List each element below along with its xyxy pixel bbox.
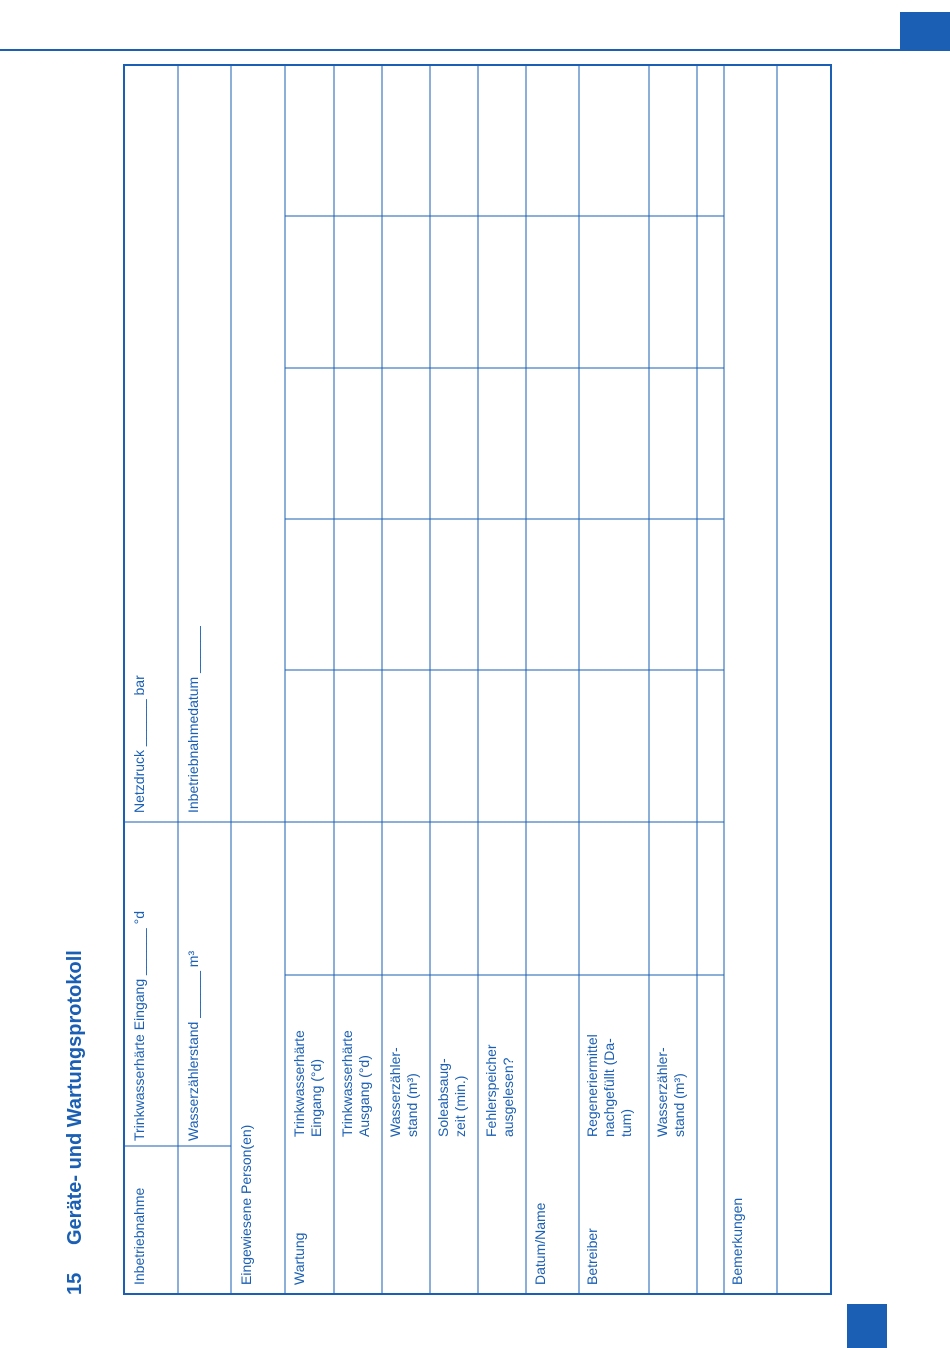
label-inbetriebnahmedatum: Inbetriebnahmedatum ______ (185, 626, 201, 813)
label-datum-name: Datum/Name (532, 1202, 548, 1285)
wartung-row-label: Ausgang (°d) (356, 1055, 372, 1137)
wartung-row-label: stand (m³) (404, 1073, 420, 1137)
wartung-row-label: Wasserzähler- (387, 1047, 403, 1137)
label-eingewiesene-personen: Eingewiesene Person(en) (238, 1124, 254, 1285)
wartung-row-label: ausgelesen? (500, 1057, 516, 1137)
wartung-row-label: zeit (min.) (452, 1075, 468, 1137)
label-haerte-eingang: Trinkwasserhärte Eingang ______ °d (131, 911, 147, 1141)
betreiber-row-label: Wasserzähler- (654, 1047, 670, 1137)
wartung-row-label: Eingang (°d) (308, 1059, 324, 1137)
label-wartung: Wartung (291, 1232, 307, 1285)
wartung-row-label: Fehlerspeicher (483, 1044, 499, 1137)
section-title: Geräte- und Wartungsprotokoll (64, 950, 86, 1245)
betreiber-row-label: nachgefüllt (Da- (601, 1038, 617, 1137)
wartung-row-label: Soleabsaug- (435, 1058, 451, 1137)
label-bemerkungen: Bemerkungen (729, 1197, 745, 1285)
betreiber-row-label: stand (m³) (671, 1073, 687, 1137)
wartung-row-label: Trinkwasserhärte (291, 1030, 307, 1137)
label-netzdruck: Netzdruck ______ bar (131, 675, 147, 813)
label-betreiber: Betreiber (584, 1228, 600, 1285)
form-labels (131, 626, 745, 1285)
section-number: 15 (64, 1272, 86, 1295)
betreiber-row-label: tum) (618, 1109, 634, 1137)
betreiber-row-label: Regeneriermittel (584, 1034, 600, 1137)
label-zaehlerstand: Wasserzählerstand ______ m³ (185, 950, 201, 1141)
wartung-row-label: Trinkwasserhärte (339, 1030, 355, 1137)
label-inbetriebnahme: Inbetriebnahme (131, 1187, 147, 1285)
